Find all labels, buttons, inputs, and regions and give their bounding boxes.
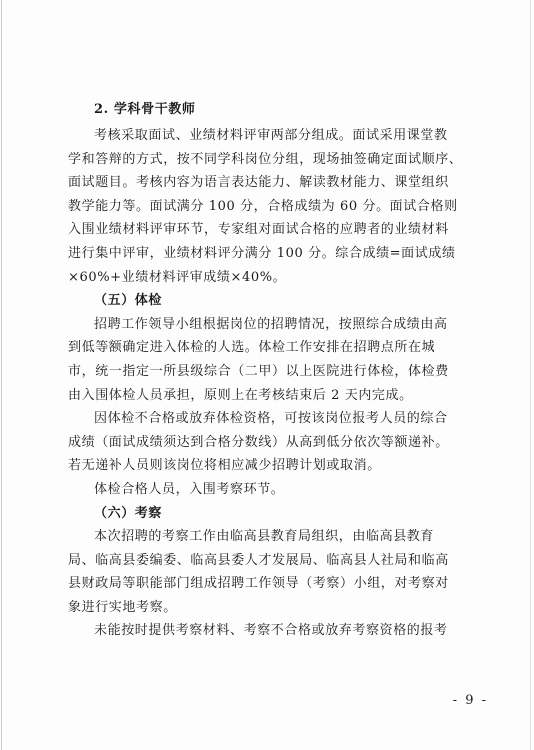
paragraph-line: 由入围体检人员承担，原则上在考核结束后 2 天内完成。	[68, 387, 413, 403]
paragraph-line: 局、临高县委编委、临高县委人才发展局、临高县人社局和临高	[68, 552, 449, 568]
scan-edge-left	[1, 0, 2, 750]
paragraph-line: 学和答辩的方式，按不同学科岗位分组，现场抽签确定面试顺序、	[68, 151, 463, 167]
paragraph-line: 体检合格人员，入围考察环节。	[94, 481, 285, 497]
paragraph-line: 因体检不合格或放弃体检资格，可按该岗位报考人员的综合	[94, 411, 448, 427]
paragraph-line: 进行集中评审，业绩材料评分满分 100 分。综合成绩=面试成绩	[68, 245, 456, 261]
paragraph-line: 招聘工作领导小组根据岗位的招聘情况，按照综合成绩由高	[94, 316, 448, 332]
page-number: - 9 -	[452, 693, 488, 708]
paragraph-line: 到低等额确定进入体检的人选。体检工作安排在招聘点所在城	[68, 340, 436, 356]
scan-edge-right	[530, 0, 531, 750]
section-heading-key-teachers: 2. 学科骨干教师	[94, 102, 196, 117]
paragraph-line: 教学能力等。面试满分 100 分，合格成绩为 60 分。面试合格则	[68, 198, 458, 214]
paragraph-line: 未能按时提供考察材料、考察不合格或放弃考察资格的报考	[94, 623, 448, 639]
paragraph-line: 市，统一指定一所县级综合（二甲）以上医院进行体检，体检费	[68, 363, 449, 379]
paragraph-line: 面试题目。考核内容为语言表达能力、解读教材能力、课堂组织	[68, 175, 449, 191]
paragraph-line: 本次招聘的考察工作由临高县教育局组织，由临高县教育	[94, 529, 435, 545]
paragraph-line: 成绩（面试成绩须达到合格分数线）从高到低分依次等额递补。	[68, 434, 449, 450]
paragraph-line: 县财政局等职能部门组成招聘工作领导（考察）小组，对考察对	[68, 576, 449, 592]
paragraph-line: 考核采取面试、业绩材料评审两部分组成。面试采用课堂教	[94, 128, 448, 143]
section-heading-inspection: （六）考察	[94, 505, 163, 521]
section-heading-physical-exam: （五）体检	[94, 293, 163, 309]
paragraph-line: 入围业绩材料评审环节，专家组对面试合格的应聘者的业绩材料	[68, 222, 449, 238]
document-body	[68, 96, 473, 643]
paragraph-line: 若无递补人员则该岗位将相应减少招聘计划或取消。	[68, 458, 381, 474]
paragraph-line: ×60%+业绩材料评审成绩×40%。	[68, 269, 287, 285]
paragraph-line: 象进行实地考察。	[68, 599, 177, 615]
